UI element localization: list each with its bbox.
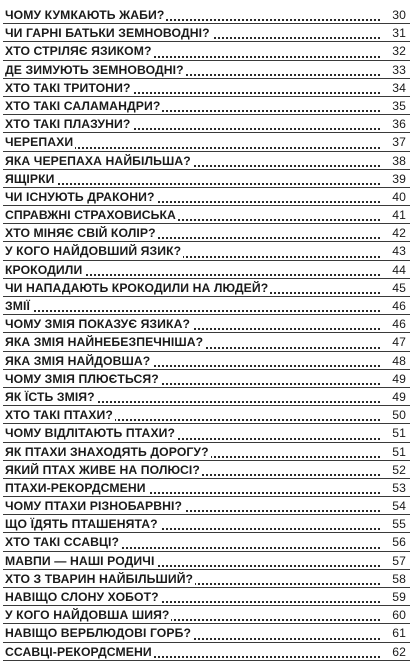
toc-entry-page-number: 43 bbox=[382, 243, 406, 259]
toc-entry-title: ЗМІЇ bbox=[5, 299, 30, 313]
toc-entry-title: ЧОМУ КУМКАЮТЬ ЖАБИ? bbox=[5, 8, 165, 22]
toc-entry bbox=[0, 606, 410, 624]
toc-entry-title: МАВПИ — НАШІ РОДИЧІ bbox=[5, 553, 155, 568]
toc-entry-title: ЧИ ІСНУЮТЬ ДРАКОНИ? bbox=[5, 189, 155, 204]
toc-entry bbox=[0, 188, 410, 206]
toc-entry bbox=[0, 61, 410, 79]
toc-entry-page-number: 34 bbox=[382, 80, 406, 96]
toc-entry-title: ПТАХИ-РЕКОРДСМЕНИ bbox=[5, 480, 146, 495]
toc-entry bbox=[0, 333, 410, 351]
toc-entry-title: КРОКОДИЛИ bbox=[5, 262, 83, 277]
toc-entry-title: СПРАВЖНІ СТРАХОВИСЬКА bbox=[5, 208, 176, 223]
toc-entry bbox=[0, 315, 410, 333]
toc-entry-page-number: 49 bbox=[382, 371, 406, 387]
toc-entry bbox=[0, 24, 410, 42]
toc-entry bbox=[0, 588, 410, 606]
toc-entry bbox=[0, 406, 410, 424]
toc-entry bbox=[0, 479, 410, 497]
toc-entry bbox=[0, 443, 410, 461]
toc-entry-title: ЯК ПТАХИ ЗНАХОДЯТЬ ДОРОГУ? bbox=[5, 444, 209, 459]
toc-entry-title: ЧОМУ ЗМІЯ ПЛЮЄТЬСЯ? bbox=[5, 371, 159, 386]
toc-entry-page-number: 62 bbox=[382, 644, 406, 660]
toc-entry bbox=[0, 152, 410, 170]
toc-entry-page-number: 49 bbox=[382, 389, 406, 405]
toc-entry-title: ХТО СТРІЛЯЄ ЯЗИКОМ? bbox=[5, 44, 152, 59]
toc-entry-page-number: 46 bbox=[382, 298, 406, 314]
toc-entry-title: У КОГО НАЙДОВШИЙ ЯЗИК? bbox=[5, 244, 182, 259]
toc-entry bbox=[0, 388, 410, 406]
toc-entry bbox=[0, 533, 410, 551]
toc-entry-title: ЯКА ЗМІЯ НАЙДОВША? bbox=[5, 353, 151, 368]
toc-entry-page-number: 60 bbox=[382, 607, 406, 623]
toc-entry bbox=[0, 570, 410, 588]
toc-entry-page-number: 33 bbox=[382, 62, 406, 78]
toc-entry-title: НАВІЩО ВЕРБЛЮДОВІ ГОРБ? bbox=[5, 626, 192, 641]
toc-entry-title: ХТО ТАКІ ССАВЦІ? bbox=[5, 535, 120, 550]
toc-entry-title: ЧИ НАПАДАЮТЬ КРОКОДИЛИ НА ЛЮДЕЙ? bbox=[5, 280, 269, 295]
toc-entry-title: ЧИ ГАРНІ БАТЬКИ ЗЕМНОВОДНІ? bbox=[5, 26, 210, 41]
toc-entry-page-number: 32 bbox=[382, 43, 406, 59]
toc-entry-page-number: 44 bbox=[382, 262, 406, 278]
toc-entry-page-number: 31 bbox=[382, 25, 406, 41]
table-of-contents bbox=[0, 6, 410, 661]
toc-entry bbox=[0, 133, 410, 151]
toc-entry-title: ХТО ТАКІ САЛАМАНДРИ? bbox=[5, 98, 161, 113]
toc-entry-page-number: 47 bbox=[382, 334, 406, 350]
toc-entry bbox=[0, 643, 410, 661]
toc-entry bbox=[0, 424, 410, 442]
toc-entry-title: ЯКА ЧЕРЕПАХА НАЙБІЛЬША? bbox=[5, 153, 191, 168]
toc-entry-page-number: 59 bbox=[382, 589, 406, 605]
toc-entry-title: ЯКА ЗМІЯ НАЙНЕБЕЗПЕЧНІША? bbox=[5, 335, 204, 350]
toc-entry bbox=[0, 115, 410, 133]
toc-entry bbox=[0, 170, 410, 188]
toc-entry-title: ХТО ТАКІ ТРИТОНИ? bbox=[5, 80, 131, 95]
toc-entry-title: ХТО ТАКІ ПЛАЗУНИ? bbox=[5, 117, 131, 132]
toc-entry bbox=[0, 224, 410, 242]
toc-entry-title: ССАВЦІ-РЕКОРДСМЕНИ bbox=[5, 644, 152, 659]
toc-entry-page-number: 61 bbox=[382, 625, 406, 641]
toc-entry-page-number: 57 bbox=[382, 553, 406, 569]
toc-entry-page-number: 42 bbox=[382, 225, 406, 241]
toc-entry-page-number: 38 bbox=[382, 153, 406, 169]
toc-entry-page-number: 51 bbox=[382, 425, 406, 441]
toc-entry-page-number: 45 bbox=[382, 280, 406, 296]
toc-entry-page-number: 46 bbox=[382, 316, 406, 332]
toc-entry-page-number: 51 bbox=[382, 444, 406, 460]
toc-entry-page-number: 50 bbox=[382, 407, 406, 423]
toc-entry bbox=[0, 42, 410, 60]
toc-entry-title: ЯК ЇСТЬ ЗМІЯ? bbox=[5, 389, 95, 404]
toc-entry bbox=[0, 6, 410, 24]
toc-entry bbox=[0, 97, 410, 115]
toc-entry-page-number: 52 bbox=[382, 462, 406, 478]
toc-entry-title: ЯКИЙ ПТАХ ЖИВЕ НА ПОЛЮСІ? bbox=[5, 462, 200, 477]
toc-entry bbox=[0, 624, 410, 642]
toc-entry-page-number: 55 bbox=[382, 516, 406, 532]
toc-entry-title: ХТО МІНЯЄ СВІЙ КОЛІР? bbox=[5, 226, 156, 241]
toc-entry bbox=[0, 461, 410, 479]
toc-entry-title: У КОГО НАЙДОВША ШИЯ? bbox=[5, 608, 170, 623]
toc-entry bbox=[0, 242, 410, 260]
toc-entry bbox=[0, 261, 410, 279]
toc-entry-title: ЧОМУ ПТАХИ РІЗНОБАРВНІ? bbox=[5, 499, 183, 514]
toc-entry-page-number: 39 bbox=[382, 171, 406, 187]
toc-entry-page-number: 36 bbox=[382, 116, 406, 132]
toc-entry bbox=[0, 370, 410, 388]
toc-entry bbox=[0, 515, 410, 533]
toc-entry-page-number: 37 bbox=[382, 134, 406, 150]
toc-entry-page-number: 40 bbox=[382, 189, 406, 205]
toc-entry-title: ЩО ЇДЯТЬ ПТАШЕНЯТА? bbox=[5, 517, 158, 532]
toc-entry bbox=[0, 352, 410, 370]
toc-entry-title: ЧОМУ ВІДЛІТАЮТЬ ПТАХИ? bbox=[5, 426, 176, 441]
toc-entry-title: ХТО З ТВАРИН НАЙБІЛЬШИЙ? bbox=[5, 571, 194, 586]
toc-entry bbox=[0, 552, 410, 570]
toc-entry-title: ХТО ТАКІ ПТАХИ? bbox=[5, 408, 113, 423]
toc-entry-title: ДЕ ЗИМУЮТЬ ЗЕМНОВОДНІ? bbox=[5, 62, 184, 77]
toc-entry-page-number: 48 bbox=[382, 353, 406, 369]
dot-leader bbox=[6, 310, 384, 312]
toc-entry-title: ЧОМУ ЗМІЯ ПОКАЗУЄ ЯЗИКА? bbox=[5, 317, 191, 332]
toc-entry-page-number: 58 bbox=[382, 571, 406, 587]
toc-entry bbox=[0, 279, 410, 297]
toc-entry-page-number: 30 bbox=[382, 7, 406, 23]
toc-entry-page-number: 53 bbox=[382, 480, 406, 496]
toc-entry-page-number: 41 bbox=[382, 207, 406, 223]
toc-entry bbox=[0, 297, 410, 315]
toc-entry-title: ЯЩІРКИ bbox=[5, 171, 55, 186]
toc-entry-page-number: 35 bbox=[382, 98, 406, 114]
toc-entry-title: ЧЕРЕПАХИ bbox=[5, 135, 74, 150]
toc-entry bbox=[0, 79, 410, 97]
toc-entry-page-number: 56 bbox=[382, 534, 406, 550]
toc-entry-page-number: 54 bbox=[382, 498, 406, 514]
toc-entry-title: НАВІЩО СЛОНУ ХОБОТ? bbox=[5, 590, 159, 604]
toc-entry bbox=[0, 497, 410, 515]
toc-entry bbox=[0, 206, 410, 224]
dot-leader bbox=[6, 183, 384, 185]
